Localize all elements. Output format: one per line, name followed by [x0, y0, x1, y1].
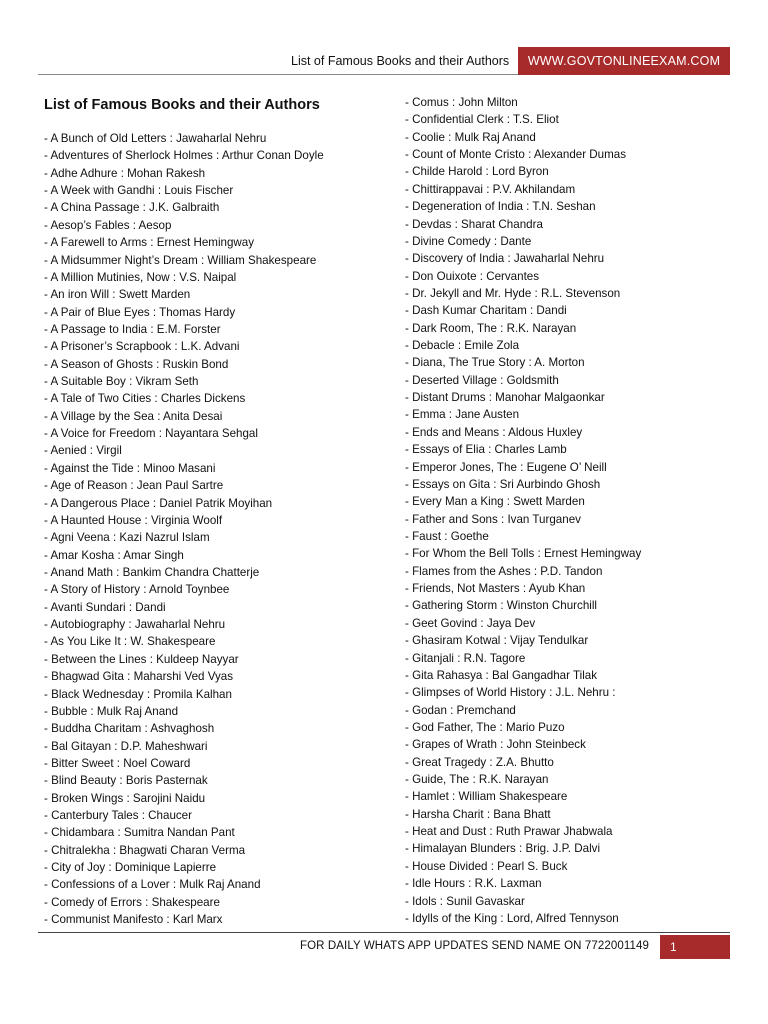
list-item: - Aenied : Virgil — [44, 444, 122, 458]
list-item: - Avanti Sundari : Dandi — [44, 600, 166, 614]
list-item: - Autobiography : Jawaharlal Nehru — [44, 618, 226, 632]
list-item: - Between the Lines : Kuldeep Nayyar — [44, 652, 239, 666]
list-item: - Count of Monte Cristo : Alexander Dumas — [405, 148, 627, 162]
list-item: - Divine Comedy : Dante — [405, 234, 532, 248]
list-item: - Distant Drums : Manohar Malgaonkar — [405, 391, 605, 405]
list-item: - Father and Sons : Ivan Turganev — [405, 512, 581, 526]
page-title: List of Famous Books and their Authors — [44, 97, 320, 113]
list-item: - Idols : Sunil Gavaskar — [405, 894, 525, 908]
list-item: - As You Like It : W. Shakespeare — [44, 635, 216, 649]
list-item: - Deserted Village : Goldsmith — [405, 373, 559, 387]
list-item: - God Father, The : Mario Puzo — [405, 720, 565, 734]
list-item: - Diana, The True Story : A. Morton — [405, 356, 585, 370]
footer-divider — [38, 932, 730, 933]
list-item: - Dr. Jekyll and Mr. Hyde : R.L. Stevenson — [405, 286, 621, 300]
list-item: - Bhagwad Gita : Maharshi Ved Vyas — [44, 670, 234, 684]
list-item: - Himalayan Blunders : Brig. J.P. Dalvi — [405, 842, 601, 856]
list-item: - A Village by the Sea : Anita Desai — [44, 409, 223, 423]
header-title: List of Famous Books and their Authors — [291, 54, 510, 68]
list-item: - Adhe Adhure : Mohan Rakesh — [44, 166, 206, 180]
list-item: - Guide, The : R.K. Narayan — [405, 773, 549, 787]
list-item: - Dash Kumar Charitam : Dandi — [405, 304, 567, 318]
list-item: - Emperor Jones, The : Eugene O’ Neill — [405, 460, 607, 474]
list-item: - Geet Govind : Jaya Dev — [405, 616, 536, 630]
list-item: - Confessions of a Lover : Mulk Raj Anand — [44, 878, 261, 892]
list-item: - A Haunted House : Virginia Woolf — [44, 513, 223, 527]
list-item: - A Farewell to Arms : Ernest Hemingway — [44, 236, 255, 250]
list-item: - Hamlet : William Shakespeare — [405, 790, 568, 804]
list-item: - Devdas : Sharat Chandra — [405, 217, 543, 231]
list-item: - A Season of Ghosts : Ruskin Bond — [44, 357, 229, 371]
list-item: - Essays on Gita : Sri Aurbindo Ghosh — [405, 477, 601, 491]
list-item: - Gitanjali : R.N. Tagore — [405, 651, 526, 665]
list-item: - An iron Will : Swett Marden — [44, 288, 191, 302]
list-item: - A Suitable Boy : Vikram Seth — [44, 375, 199, 389]
list-item: - Agni Veena : Kazi Nazrul Islam — [44, 531, 210, 545]
list-item: - Amar Kosha : Amar Singh — [44, 548, 184, 562]
list-item: - A Million Mutinies, Now : V.S. Naipal — [44, 270, 237, 284]
list-item: - Against the Tide : Minoo Masani — [44, 461, 216, 475]
list-item: - A Week with Gandhi : Louis Fischer — [44, 184, 234, 198]
list-item: - Coolie : Mulk Raj Anand — [405, 130, 536, 144]
list-item: - Buddha Charitam : Ashvaghosh — [44, 722, 215, 736]
list-item: - A Dangerous Place : Daniel Patrik Moyihan — [44, 496, 273, 510]
list-item: - Idylls of the King : Lord, Alfred Tennyson — [405, 911, 619, 925]
list-item: - A Midsummer Night’s Dream : William Shakespeare — [44, 253, 317, 267]
list-item: - Bubble : Mulk Raj Anand — [44, 704, 179, 718]
list-item: - Gathering Storm : Winston Churchill — [405, 599, 598, 613]
list-item: - Chidambara : Sumitra Nandan Pant — [44, 826, 235, 840]
book-list-left-column — [44, 130, 364, 929]
book-list-right-column — [405, 94, 735, 927]
list-item: - Canterbury Tales : Chaucer — [44, 809, 192, 823]
list-item: - Ends and Means : Aldous Huxley — [405, 425, 583, 439]
list-item: - Gita Rahasya : Bal Gangadhar Tilak — [405, 668, 598, 682]
list-item: - A Passage to India : E.M. Forster — [44, 322, 221, 336]
list-item: - Confidential Clerk : T.S. Eliot — [405, 113, 559, 127]
list-item: - Blind Beauty : Boris Pasternak — [44, 774, 208, 788]
list-item: - Chitralekha : Bhagwati Charan Verma — [44, 843, 246, 857]
list-item: - Emma : Jane Austen — [405, 408, 520, 422]
list-item: - City of Joy : Dominique Lapierre — [44, 861, 217, 875]
list-item: - Flames from the Ashes : P.D. Tandon — [405, 564, 603, 578]
list-item: - A Pair of Blue Eyes : Thomas Hardy — [44, 305, 236, 319]
list-item: - Comus : John Milton — [405, 96, 518, 109]
list-item: - A Tale of Two Cities : Charles Dickens — [44, 392, 246, 406]
list-item: - Glimpses of World History : J.L. Nehru : — [405, 686, 616, 700]
list-item: - Godan : Premchand — [405, 703, 516, 717]
list-item: - Great Tragedy : Z.A. Bhutto — [405, 755, 554, 769]
list-item: - Harsha Charit : Bana Bhatt — [405, 807, 551, 821]
list-item: - Aesop’s Fables : Aesop — [44, 218, 172, 232]
list-item: - Essays of Elia : Charles Lamb — [405, 443, 567, 457]
list-item: - Dark Room, The : R.K. Narayan — [405, 321, 577, 335]
list-item: - Ghasiram Kotwal : Vijay Tendulkar — [405, 634, 589, 648]
list-item: - Every Man a King : Swett Marden — [405, 495, 585, 509]
list-item: - Black Wednesday : Promila Kalhan — [44, 687, 232, 701]
list-item: - Broken Wings : Sarojini Naidu — [44, 791, 206, 805]
site-url-badge[interactable]: WWW.GOVTONLINEEXAM.COM — [518, 47, 730, 75]
list-item: - Anand Math : Bankim Chandra Chatterje — [44, 565, 260, 579]
list-item: - Childe Harold : Lord Byron — [405, 165, 549, 179]
list-item: - A China Passage : J.K. Galbraith — [44, 201, 220, 215]
footer-text: FOR DAILY WHATS APP UPDATES SEND NAME ON 7722001149 — [300, 940, 649, 952]
list-item: - Adventures of Sherlock Holmes : Arthur Conan Doyle — [44, 149, 324, 163]
list-item: - Discovery of India : Jawaharlal Nehru — [405, 252, 605, 266]
list-item: - Heat and Dust : Ruth Prawar Jhabwala — [405, 825, 613, 839]
list-item: - Degeneration of India : T.N. Seshan — [405, 200, 596, 214]
list-item: - House Divided : Pearl S. Buck — [405, 859, 568, 873]
list-item: - Bal Gitayan : D.P. Maheshwari — [44, 739, 208, 753]
list-item: - A Bunch of Old Letters : Jawaharlal Nehru — [44, 132, 267, 145]
header-divider — [38, 74, 518, 75]
list-item: - Communist Manifesto : Karl Marx — [44, 913, 223, 927]
list-item: - For Whom the Bell Tolls : Ernest Hemingway — [405, 547, 642, 561]
list-item: - A Story of History : Arnold Toynbee — [44, 583, 230, 597]
list-item: - Don Ouixote : Cervantes — [405, 269, 540, 283]
page-number-badge: 1 — [660, 935, 730, 959]
list-item: - A Voice for Freedom : Nayantara Sehgal — [44, 427, 258, 441]
list-item: - Idle Hours : R.K. Laxman — [405, 877, 542, 891]
list-item: - Grapes of Wrath : John Steinbeck — [405, 738, 586, 752]
list-item: - Debacle : Emile Zola — [405, 339, 520, 353]
list-item: - Faust : Goethe — [405, 529, 489, 543]
list-item: - Age of Reason : Jean Paul Sartre — [44, 479, 224, 493]
list-item: - Comedy of Errors : Shakespeare — [44, 895, 220, 909]
list-item: - A Prisoner’s Scrapbook : L.K. Advani — [44, 340, 240, 354]
list-item: - Friends, Not Masters : Ayub Khan — [405, 582, 586, 596]
list-item: - Chittirappavai : P.V. Akhilandam — [405, 182, 576, 196]
list-item: - Bitter Sweet : Noel Coward — [44, 756, 191, 770]
